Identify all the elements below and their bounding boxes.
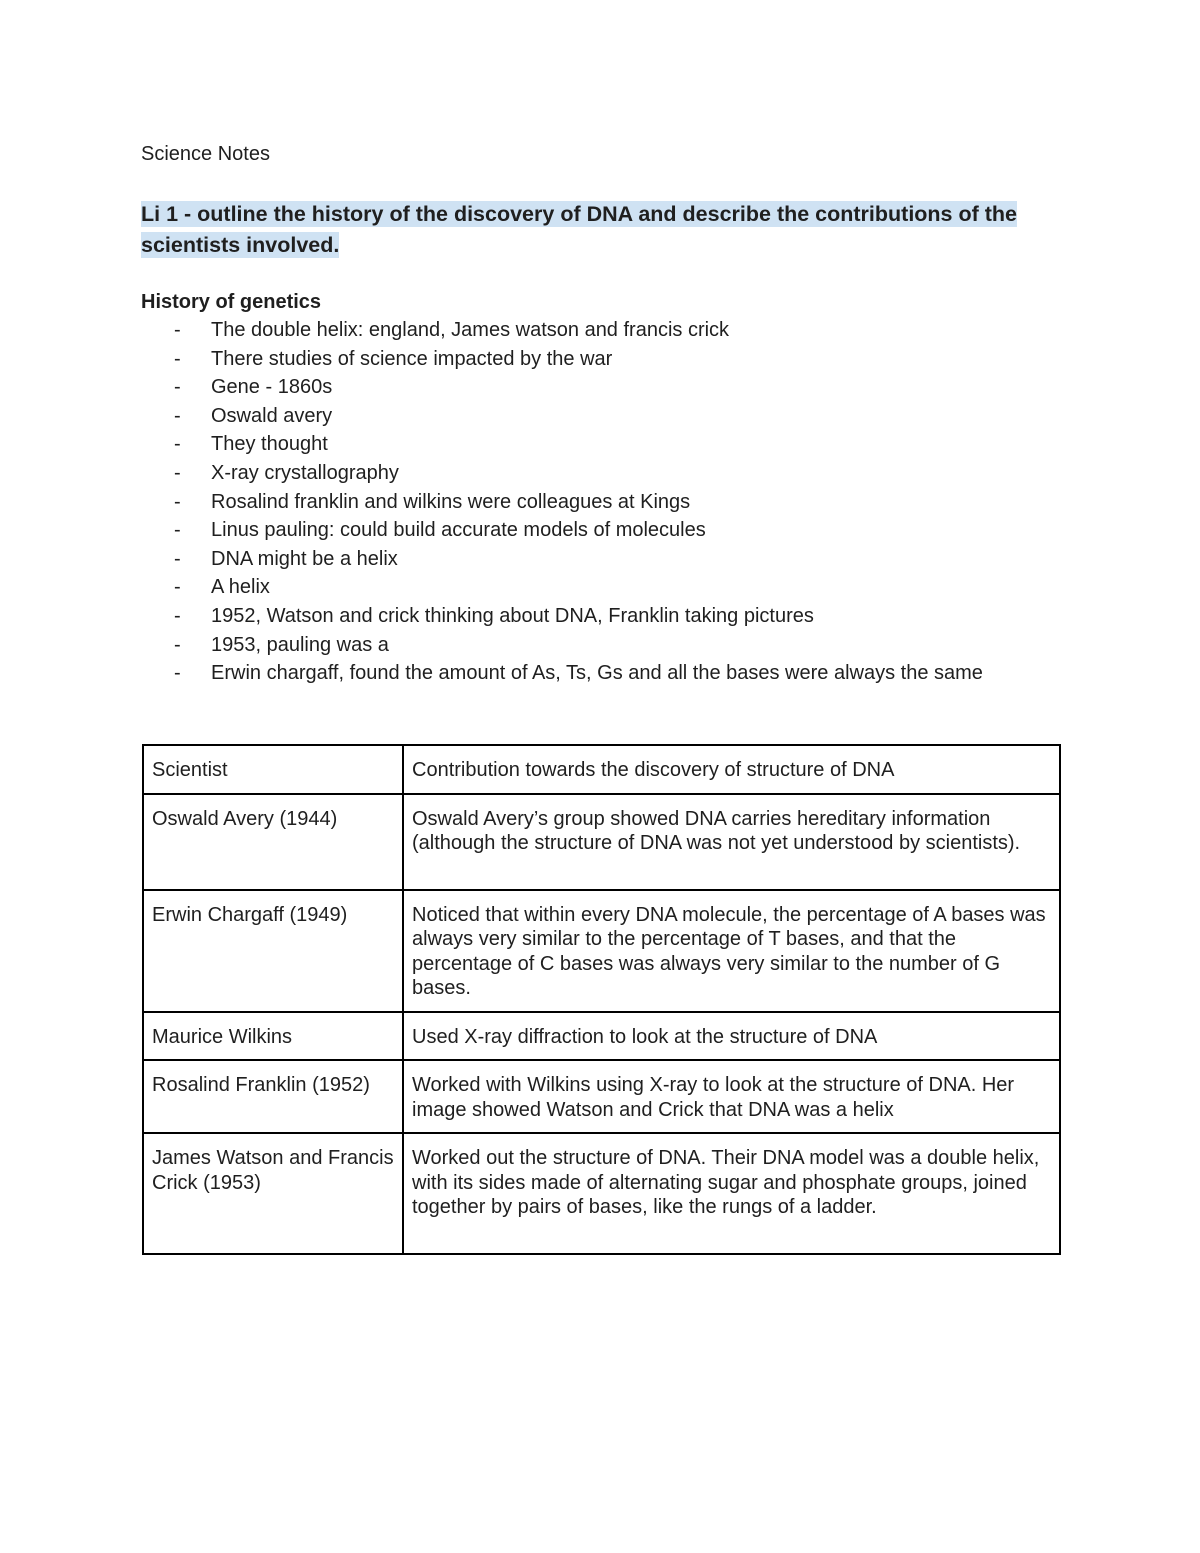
table-row	[143, 890, 1060, 1012]
list-item-text: The double helix: england, James watson and francis crick	[211, 319, 730, 341]
header-scientist: Scientist	[143, 745, 403, 794]
list-item-text: Oswald avery	[211, 404, 333, 427]
bullet-dash: -	[174, 547, 181, 570]
bullet-dash: -	[174, 490, 181, 513]
learning-intention-text: Li 1 - outline the history of the discovery of DNA and describe the contributions of the scientists involved.	[141, 202, 1017, 257]
bullet-dash: -	[174, 347, 181, 370]
list-item-text: 1953, pauling was a	[211, 633, 389, 656]
scientist-cell: Oswald Avery (1944)	[143, 794, 403, 890]
list-item-text: A helix	[211, 576, 270, 599]
list-item-text: Gene - 1860s	[211, 376, 333, 399]
scientist-cell: Rosalind Franklin (1952)	[143, 1060, 403, 1133]
contribution-cell: Oswald Avery’s group showed DNA carries hereditary information (although the structure of DNA was not yet understood by scientists).	[403, 794, 1060, 890]
learning-intention	[141, 199, 1061, 261]
contribution-cell: Noticed that within every DNA molecule, the percentage of A bases was always very similar to the percentage of T bases, and that the percentage of C bases was always very similar to the number of G bases.	[403, 890, 1060, 1012]
bullet-dash: -	[174, 576, 181, 599]
scientist-cell: James Watson and Francis Crick (1953)	[143, 1133, 403, 1254]
document-title: Science Notes	[141, 143, 270, 165]
bullet-dash: -	[174, 433, 181, 456]
history-heading: History of genetics	[141, 291, 322, 313]
bullet-dash: -	[174, 633, 181, 656]
bullet-dash: -	[174, 519, 181, 542]
bullet-dash: -	[174, 404, 181, 427]
bullet-dash: -	[174, 662, 181, 685]
bullet-dash: -	[174, 376, 181, 399]
scientist-cell: Maurice Wilkins	[143, 1012, 403, 1061]
table-header-row	[143, 745, 1060, 794]
contribution-cell: Worked out the structure of DNA. Their DNA model was a double helix, with its sides made of alternating sugar and phosphate groups, joined together by pairs of bases, like the rungs of a ladder.	[403, 1133, 1060, 1254]
table-row	[143, 794, 1060, 890]
list-item-text: DNA might be a helix	[211, 547, 398, 570]
contribution-cell: Used X-ray diffraction to look at the structure of DNA	[403, 1012, 1060, 1061]
list-item-text: Erwin chargaff, found the amount of As, Ts, Gs and all the bases were always the same	[211, 662, 983, 685]
list-item-text: X-ray crystallography	[211, 461, 399, 484]
table-row	[143, 1060, 1060, 1133]
scientist-contribution-table	[142, 744, 1061, 1255]
list-item-text: There studies of science impacted by the war	[211, 347, 613, 370]
bullet-dash: -	[174, 461, 181, 484]
bullet-dash: -	[174, 604, 181, 627]
table-row	[143, 1133, 1060, 1254]
header-contribution: Contribution towards the discovery of structure of DNA	[403, 745, 1060, 794]
list-item-text: Rosalind franklin and wilkins were colleagues at Kings	[211, 490, 691, 513]
scientist-cell: Erwin Chargaff (1949)	[143, 890, 403, 1012]
bullet-dash: -	[174, 319, 181, 341]
list-item-text: They thought	[211, 433, 328, 456]
list-item-text: Linus pauling: could build accurate models of molecules	[211, 519, 706, 542]
list-item-text: 1952, Watson and crick thinking about DNA, Franklin taking pictures	[211, 604, 814, 627]
contribution-cell: Worked with Wilkins using X-ray to look at the structure of DNA. Her image showed Watson and Crick that DNA was a helix	[403, 1060, 1060, 1133]
table-row	[143, 1012, 1060, 1061]
